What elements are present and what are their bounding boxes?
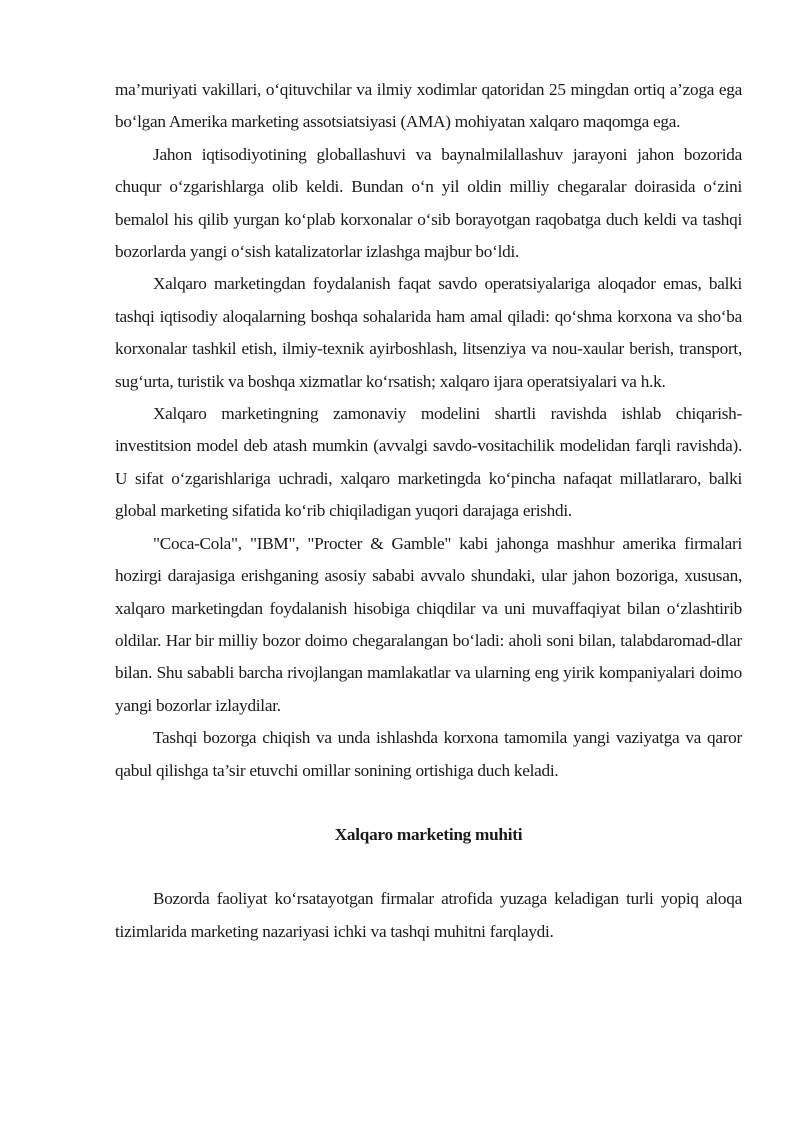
paragraph-foreign-market: Tashqi bozorga chiqish va unda ishlashda korxona tamomila yangi vaziyatga va qaror qabul qilishga ta’sir etuvchi omillar sonining ortishiga duch keladi. [115,728,742,780]
paragraph-ama: ma’muriyati vakillari, o‘qituvchilar va ilmiy xodimlar qatoridan 25 mingdan ortiq a’zoga ega bo‘lgan Amerika marketing assotsiatsiyasi (AMA) mohiyatan xalqaro maqomga ega. [115,80,742,132]
document-page [115,74,742,948]
section-heading: Xalqaro marketing muhiti [334,824,523,844]
paragraph-modern-model: Xalqaro marketingning zamonaviy modelini shartli ravishda ishlab chiqarish-investitsion model deb atash mumkin (avvalgi savdo-vositachilik modelidan farqli ravishda). U sifat o‘zgarishlariga uchradi, xalqaro marketingda ko‘pincha nafaqat millatlararo, balki global marketing sifatida ko‘rib chiqiladigan yuqori darajaga erishdi. [115,404,742,521]
paragraph-american-firms: "Coca-Cola", "IBM", "Procter & Gamble" kabi jahonga mashhur amerika firmalari hozirgi darajasiga erishganing asosiy sababi avvalo shundaki, ular jahon bozoriga, xususan, xalqaro marketingdan foydalanish hisobiga chiqdilar va uni muvaffaqiyat bilan o‘zlashtirib oldilar. Har bir milliy bozor doimo chegaralangan bo‘ladi: aholi soni bilan, talabdaromad-dlar bilan. Shu sababli barcha rivojlangan mamlakatlar va ularning eng yirik kompaniyalari doimo yangi bozorlar izlaydilar. [115,533,742,715]
paragraph-environment: Bozorda faoliyat ko‘rsatayotgan firmalar atrofida yuzaga keladigan turli yopiq aloqa tizimlarida marketing nazariyasi ichki va tashqi muhitni farqlaydi. [115,889,742,941]
paragraph-international-marketing-use: Xalqaro marketingdan foydalanish faqat savdo operatsiyalariga aloqador emas, balki tashqi iqtisodiy aloqalarning boshqa sohalarida ham amal qiladi: qo‘shma korxona va sho‘ba korxonalar tashkil etish, ilmiy-texnik ayirboshlash, litsenziya va nou-xaular berish, transport, sug‘urta, turistik va boshqa xizmatlar ko‘rsatish; xalqaro ijara operatsiyalari va h.k. [115,274,742,391]
paragraph-globalization: Jahon iqtisodiyotining globallashuvi va baynalmilallashuv jarayoni jahon bozorida chuqur o‘zgarishlarga olib keldi. Bundan o‘n yil oldin milliy chegaralar doirasida o‘zini bemalol his qilib yurgan ko‘plab korxonalar o‘sib borayotgan raqobatga duch keldi va tashqi bozorlarda yangi o‘sish katalizatorlar izlashga majbur bo‘ldi. [115,144,742,262]
